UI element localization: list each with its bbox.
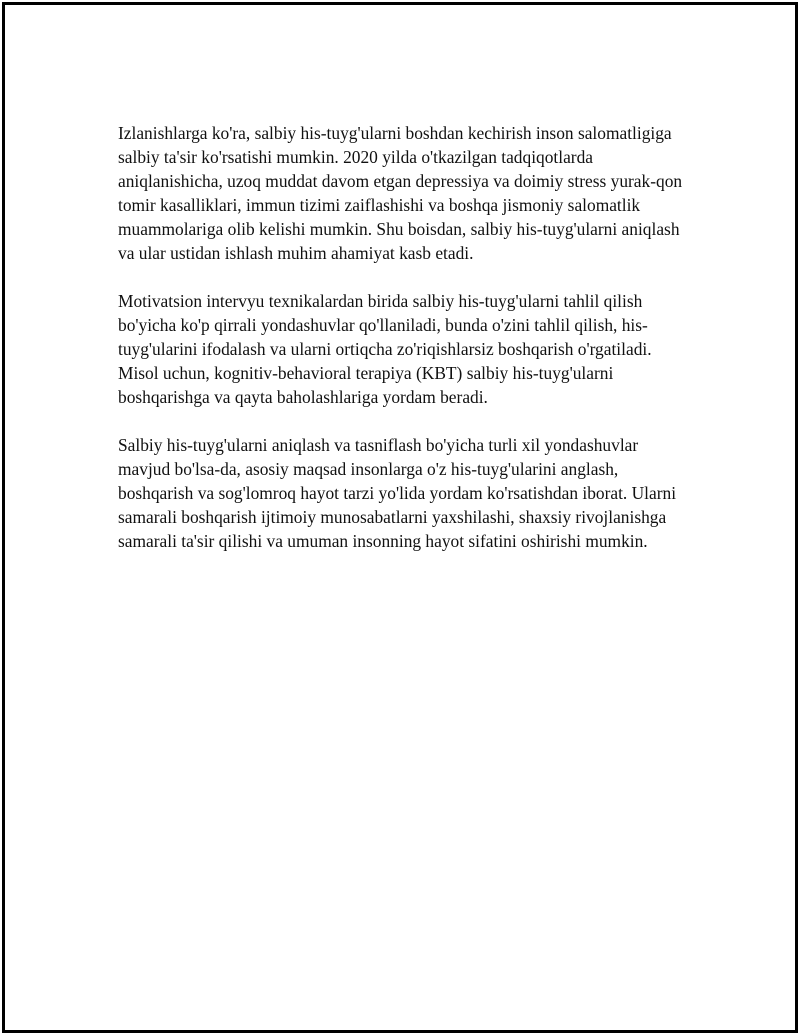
paragraph-1: Izlanishlarga ko'ra, salbiy his-tuyg'ularni boshdan kechirish inson salomatligiga salbiy ta'sir ko'rsatishi mumkin. 2020 yilda o'tkazilgan tadqiqotlarda aniqlanishicha, uzoq muddat davom etgan depressiya va doimiy stress yurak-qon tomir kasalliklari, immun tizimi zaiflashishi va boshqa jismoniy salomatlik muammolariga olib kelishi mumkin. Shu boisdan, salbiy his-tuyg'ularni aniqlash va ular ustidan ishlash muhim ahamiyat kasb etadi. (118, 123, 683, 263)
paragraph-2: Motivatsion intervyu texnikalardan birida salbiy his-tuyg'ularni tahlil qilish bo'yicha ko'p qirrali yondashuvlar qo'llaniladi, bunda o'zini tahlil qilish, his-tuyg'ularini ifodalash va ularni ortiqcha zo'riqishlarsiz boshqarish o'rgatiladi. Misol uchun, kognitiv-behavioral terapiya (KBT) salbiy his-tuyg'ularni boshqarishga va qayta baholashlariga yordam beradi. (118, 291, 652, 407)
paragraph-3: Salbiy his-tuyg'ularni aniqlash va tasniflash bo'yicha turli xil yondashuvlar mavjud bo'lsa-da, asosiy maqsad insonlarga o'z his-tuyg'ularini anglash, boshqarish va sog'lomroq hayot tarzi yo'lida yordam ko'rsatishdan iborat. Ularni samarali boshqarish ijtimoiy munosabatlarni yaxshilashi, shaxsiy rivojlanishga samarali ta'sir qilishi va umuman insonning hayot sifatini oshirishi mumkin. (118, 435, 677, 551)
document-body (118, 121, 693, 577)
page-frame (2, 2, 798, 1033)
